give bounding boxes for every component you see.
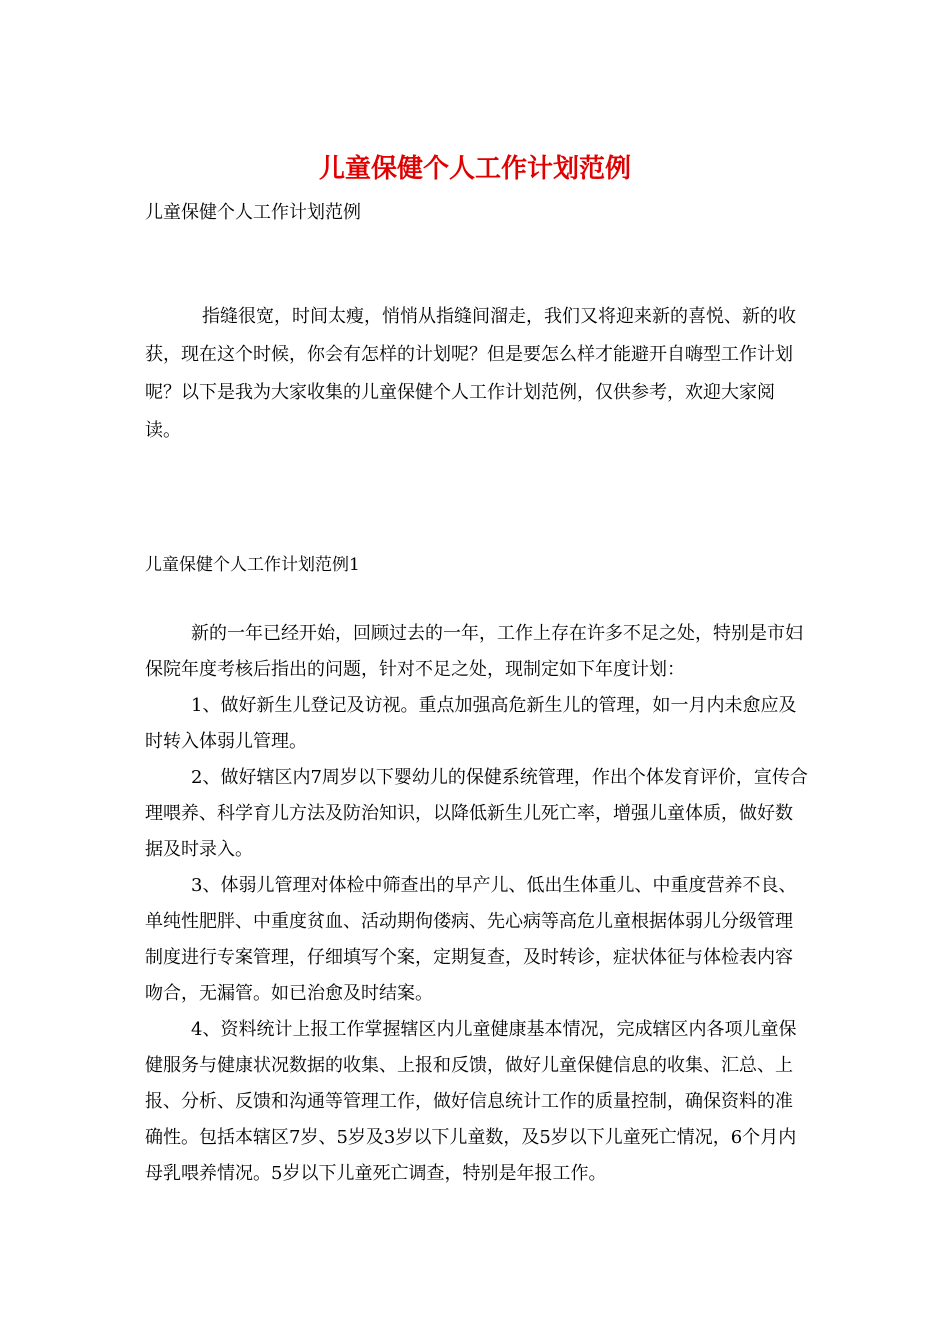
body-paragraph-item-2: 2、做好辖区内7周岁以下婴幼儿的保健系统管理，作出个体发育评价，宣传合理喂养、科学育儿方法及防治知识，以降低新生儿死亡率，增强儿童体质，做好数据及时录入。 [145, 767, 808, 860]
body-paragraph-item-4: 4、资料统计上报工作掌握辖区内儿童健康基本情况，完成辖区内各项儿童保健服务与健康状况数据的收集、上报和反馈，做好儿童保健信息的收集、汇总、上报、分析、反馈和沟通等管理工作，做好信息统计工作的质量控制，确保资料的准确性。包括本辖区7岁、5岁及3岁以下儿童数，及5岁以下儿童死亡情况，6个月内母乳喂养情况。5岁以下儿童死亡调查，特别是年报工作。 [145, 1019, 797, 1184]
document-title: 儿童保健个人工作计划范例 [318, 154, 631, 184]
intro-paragraph: 指缝很宽，时间太瘦，悄悄从指缝间溜走，我们又将迎来新的喜悦、新的收获，现在这个时候，你会有怎样的计划呢？但是要怎么样才能避开自嗨型工作计划呢？以下是我为大家收集的儿童保健个人工作计划范例，仅供参考，欢迎大家阅读。 [145, 306, 796, 441]
body-paragraph-item-3: 3、体弱儿管理对体检中筛查出的早产儿、低出生体重儿、中重度营养不良、单纯性肥胖、中重度贫血、活动期佝偻病、先心病等高危儿童根据体弱儿分级管理制度进行专案管理，仔细填写个案，定期复查，及时转诊，症状体征与体检表内容吻合，无漏管。如已治愈及时结案。 [145, 875, 797, 1004]
body-paragraph: 新的一年已经开始，回顾过去的一年，工作上存在许多不足之处，特别是市妇保院年度考核后指出的问题，针对不足之处，现制定如下年度计划： [145, 623, 803, 680]
section-body [145, 616, 810, 1192]
document-subtitle: 儿童保健个人工作计划范例 [145, 202, 361, 223]
section-heading: 儿童保健个人工作计划范例1 [145, 555, 360, 575]
body-paragraph-item-1: 1、做好新生儿登记及访视。重点加强高危新生儿的管理，如一月内未愈应及时转入体弱儿管理。 [145, 695, 797, 752]
